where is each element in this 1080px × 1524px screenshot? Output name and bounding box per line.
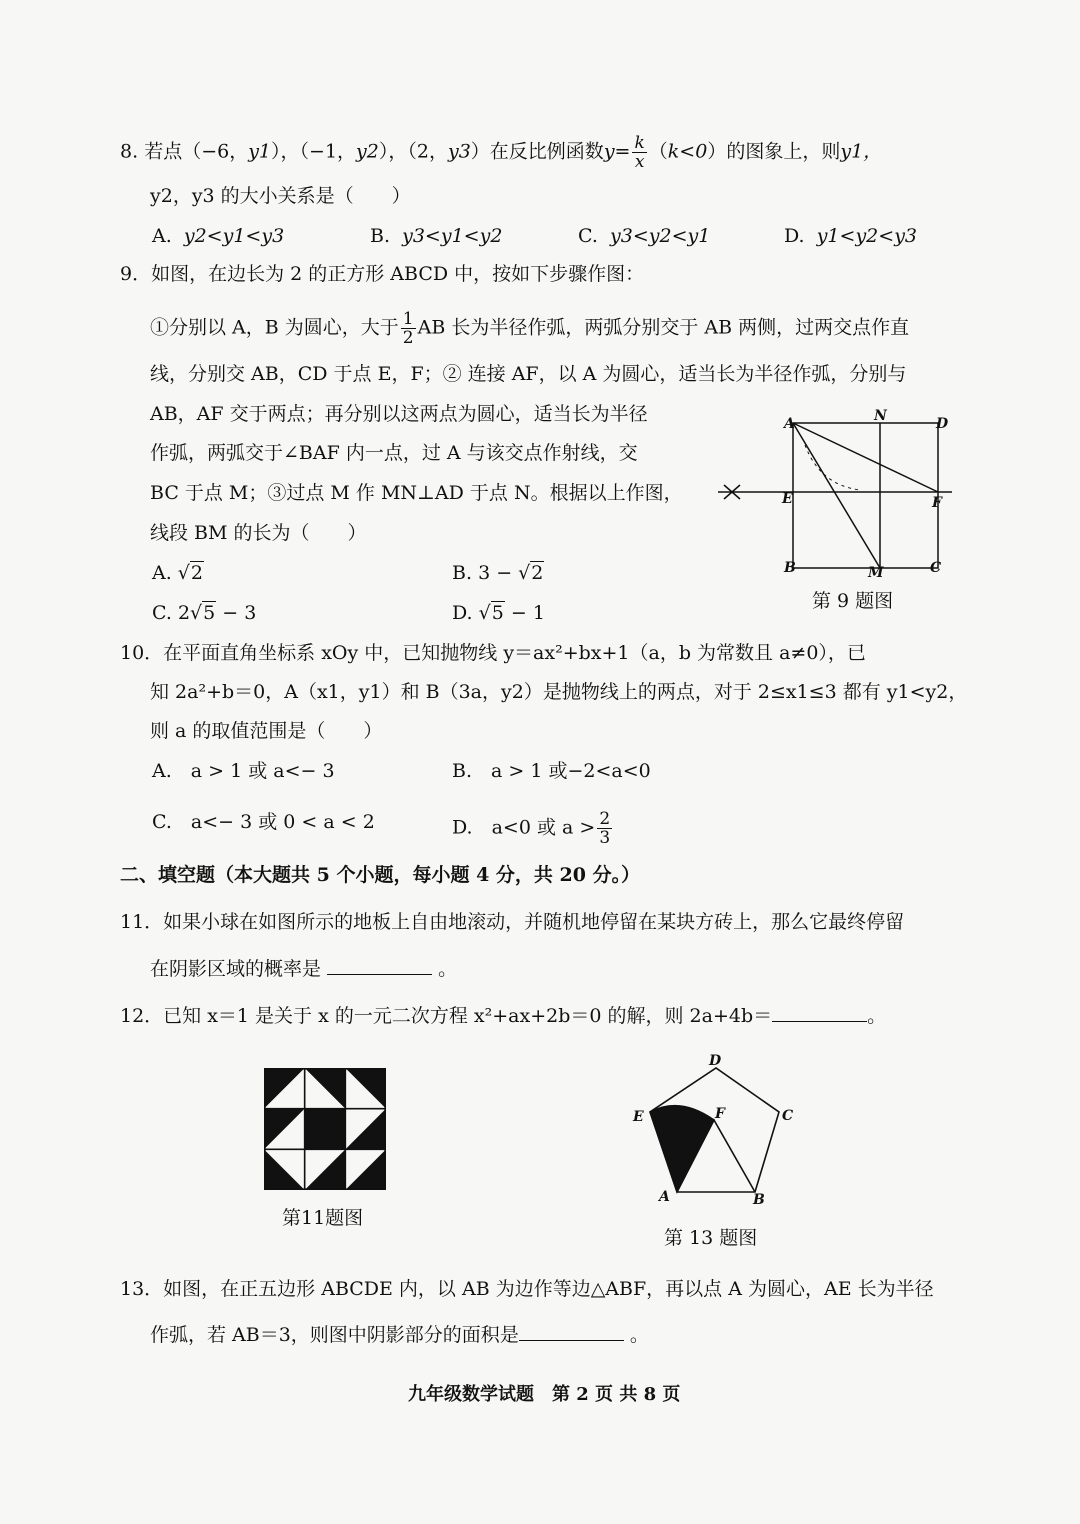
q9-label-n: N	[874, 408, 887, 424]
q9-label-b: B	[784, 560, 796, 576]
q9-line4: AB，AF 交于两点；再分别以这两点为圆心，适当长为半径	[150, 403, 648, 425]
q11-shaded-tile-bottom-right	[345, 1149, 386, 1190]
q11-line2: 在阴影区域的概率是 。	[150, 958, 458, 980]
q11-figure	[264, 1068, 386, 1190]
q10-option-b: B. a > 1 或−2<a<0	[452, 760, 651, 782]
q9-line-af	[793, 423, 938, 492]
q9-line3: 线，分别交 AB，CD 于点 E，F；② 连接 AF，以 A 为圆心，适当长为半径作弧，分别与	[150, 363, 907, 385]
q13-label-d: D	[709, 1053, 722, 1069]
q8-option-d: D. y1<y2<y3	[784, 225, 918, 247]
q9-figure	[710, 405, 960, 580]
q13-label-f: F	[715, 1106, 725, 1122]
q10-line2: 知 2a²+b＝0，A（x1，y1）和 B（3a，y2）是抛物线上的两点，对于 2≤x1≤3 都有 y1<y2，	[150, 681, 968, 703]
q13-label-e: E	[633, 1109, 644, 1125]
q9-label-m: M	[868, 565, 884, 580]
q13-line1: 13．如图，在正五边形 ABCDE 内，以 AB 为边作等边△ABF，再以点 A 为圆心，AE 长为半径	[120, 1278, 934, 1300]
q10-option-d: D. a<0 或 a > $\frac{2}{3}$	[452, 809, 611, 848]
q13-figure	[625, 1048, 805, 1208]
q13-answer-blank[interactable]	[519, 1322, 624, 1341]
q11-line1: 11．如果小球在如图所示的地板上自由地滚动，并随机地停留在某块方砖上，那么它最终停留	[120, 911, 905, 933]
page-footer: 九年级数学试题 第 2 页 共 8 页	[408, 1384, 681, 1405]
q9-label-e: E	[782, 491, 793, 507]
q12-line: 12．已知 x＝1 是关于 x 的一元二次方程 x²+ax+2b＝0 的解，则 2a+4b＝ 。	[120, 1005, 887, 1027]
q9-label-c: C	[930, 560, 942, 576]
q10-line3: 则 a 的取值范围是（ ）	[150, 720, 383, 742]
q9-caption: 第 9 题图	[812, 590, 894, 612]
q13-label-a: A	[659, 1189, 670, 1205]
q10-option-c: C. a<− 3 或 0 < a < 2	[152, 811, 375, 833]
q9-line2: ①分别以 A，B 为圆心，大于 $\frac{1}{2}$ AB 长为半径作弧，两弧分别交于 AB 两侧，过两交点作直	[150, 309, 910, 348]
q11-shaded-tile-left-center	[264, 1109, 305, 1150]
q9-line7: 线段 BM 的长为（ ）	[150, 522, 367, 544]
q9-option-d: D. √5 − 1	[452, 602, 545, 624]
q11-answer-blank[interactable]	[327, 956, 432, 975]
q11-shaded-tile-center	[305, 1109, 346, 1150]
q9-option-c: C. 2√5 − 3	[152, 602, 257, 624]
q9-label-d: D	[936, 416, 949, 432]
q13-label-c: C	[782, 1108, 794, 1124]
q10-option-a: A. a > 1 或 a<− 3	[152, 760, 335, 782]
q9-line-am	[793, 423, 880, 568]
q9-line1: 9．如图，在边长为 2 的正方形 ABCD 中，按如下步骤作图：	[120, 263, 645, 285]
q8-option-a: A. y2<y1<y3	[152, 225, 285, 247]
q8-option-b: B. y3<y1<y2	[370, 225, 503, 247]
q13-label-b: B	[753, 1192, 765, 1208]
q11-shaded-tile-top-right	[345, 1068, 386, 1109]
q9-square-abcd	[793, 423, 938, 568]
q9-label-f: F	[932, 495, 942, 511]
q11-shaded-tile-bottom-left	[264, 1149, 305, 1190]
q11-shaded-tile-right-center	[345, 1109, 386, 1150]
q10-line1: 10．在平面直角坐标系 xOy 中，已知抛物线 y＝ax²+bx+1（a，b 为常数且 a≠0），已	[120, 642, 866, 664]
q8-number: 8.	[120, 140, 139, 163]
q9-label-a: A	[784, 416, 795, 432]
section-fill-in-blank-heading: 二、填空题（本大题共 5 个小题，每小题 4 分，共 20 分。）	[120, 864, 641, 886]
q8-line1: 8. 若点（−6，y1），（−1，y2），（2，y3）在反比例函数y= $\frac{k}{x}$ （k<0）的图象上，则y1，	[120, 133, 883, 172]
q13-caption: 第 13 题图	[664, 1227, 758, 1249]
q9-option-a: A. √2	[152, 562, 204, 584]
q11-shaded-tile-top-left	[264, 1068, 305, 1109]
q9-option-b: B. 3 − √2	[452, 562, 544, 584]
q9-fraction-half: $\frac{1}{2}$	[402, 309, 414, 348]
q13-shaded-region	[650, 1106, 714, 1192]
q11-shaded-tile-top-center	[305, 1068, 346, 1109]
q13-line2: 作弧，若 AB＝3，则图中阴影部分的面积是 。	[150, 1324, 649, 1346]
q10-fraction-two-thirds: $\frac{2}{3}$	[599, 809, 611, 848]
q12-answer-blank[interactable]	[772, 1003, 867, 1022]
q8-option-c: C. y3<y2<y1	[578, 225, 711, 247]
q8-line2: y2，y3 的大小关系是（ ）	[150, 185, 411, 207]
q8-fraction-k-over-x: $\frac{k}{x}$	[634, 133, 645, 172]
q9-line6: BC 于点 M；③过点 M 作 MN⊥AD 于点 N。根据以上作图，	[150, 482, 683, 504]
q9-line5: 作弧，两弧交于∠BAF 内一点，过 A 与该交点作射线，交	[150, 442, 638, 464]
q11-shaded-tile-bottom-center	[305, 1149, 346, 1190]
q11-caption: 第11题图	[282, 1207, 364, 1229]
